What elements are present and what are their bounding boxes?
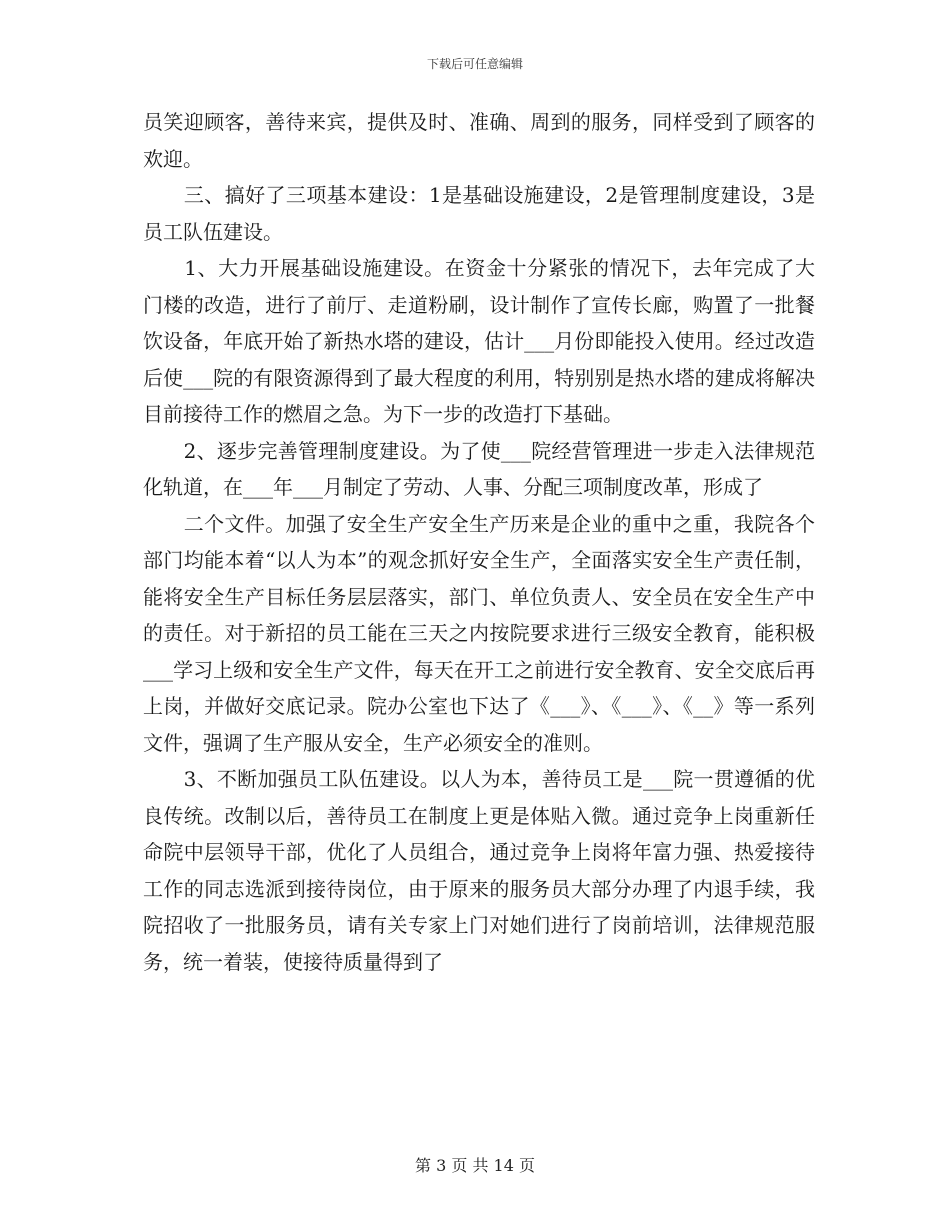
paragraph: 员笑迎顾客，善待来宾，提供及时、准确、周到的服务，同样受到了顾客的欢迎。 bbox=[143, 110, 815, 171]
paragraph: 二个文件。加强了安全生产安全生产历来是企业的重中之重，我院各个部门均能本着“以人为本”的观念抓好安全生产，全面落实安全生产责任制，能将安全生产目标任务层层落实，部门、单位负责人、安全员在安全生产中的责任。对于新招的员工能在三天之内按院要求进行三级安全教育，能积极___学习上级和安全生产文件，每天在开工之前进行安全教育、安全交底后再上岗，并做好交底记录。院办公室也下达了《___》、《___》、《__》等一系列文件，强调了生产服从安全，生产必须安全的准则。 bbox=[143, 511, 815, 755]
paragraph: 1、大力开展基础设施建设。在资金十分紧张的情况下，去年完成了大门楼的改造，进行了前厅、走道粉刷，设计制作了宣传长廊，购置了一批餐饮设备，年底开始了新热水塔的建设，估计___月份即能投入使用。经过改造后使___院的有限资源得到了最大程度的利用，特别别是热水塔的建成将解决目前接待工作的燃眉之急。为下一步的改造打下基础。 bbox=[143, 256, 815, 426]
paragraph: 三、搞好了三项基本建设：1是基础设施建设，2是管理制度建设，3是员工队伍建设。 bbox=[143, 183, 815, 244]
paragraph: 2、逐步完善管理制度建设。为了使___院经营管理进一步走入法律规范化轨道，在___年___月制定了劳动、人事、分配三项制度改革，形成了 bbox=[143, 438, 815, 499]
paragraph: 3、不断加强员工队伍建设。以人为本，善待员工是___院一贯遵循的优良传统。改制以后，善待员工在制度上更是体贴入微。通过竞争上岗重新任命院中层领导干部，优化了人员组合，通过竞争上岗将年富力强、热爱接待工作的同志选派到接待岗位，由于原来的服务员大部分办理了内退手续，我院招收了一批服务员，请有关专家上门对她们进行了岗前培训，法律规范服务，统一着装，使接待质量得到了 bbox=[143, 767, 815, 974]
document-body bbox=[143, 104, 815, 980]
page-number-footer: 第 3 页 共 14 页 bbox=[415, 1156, 535, 1175]
page-header: 下载后可任意编辑 bbox=[426, 57, 523, 71]
